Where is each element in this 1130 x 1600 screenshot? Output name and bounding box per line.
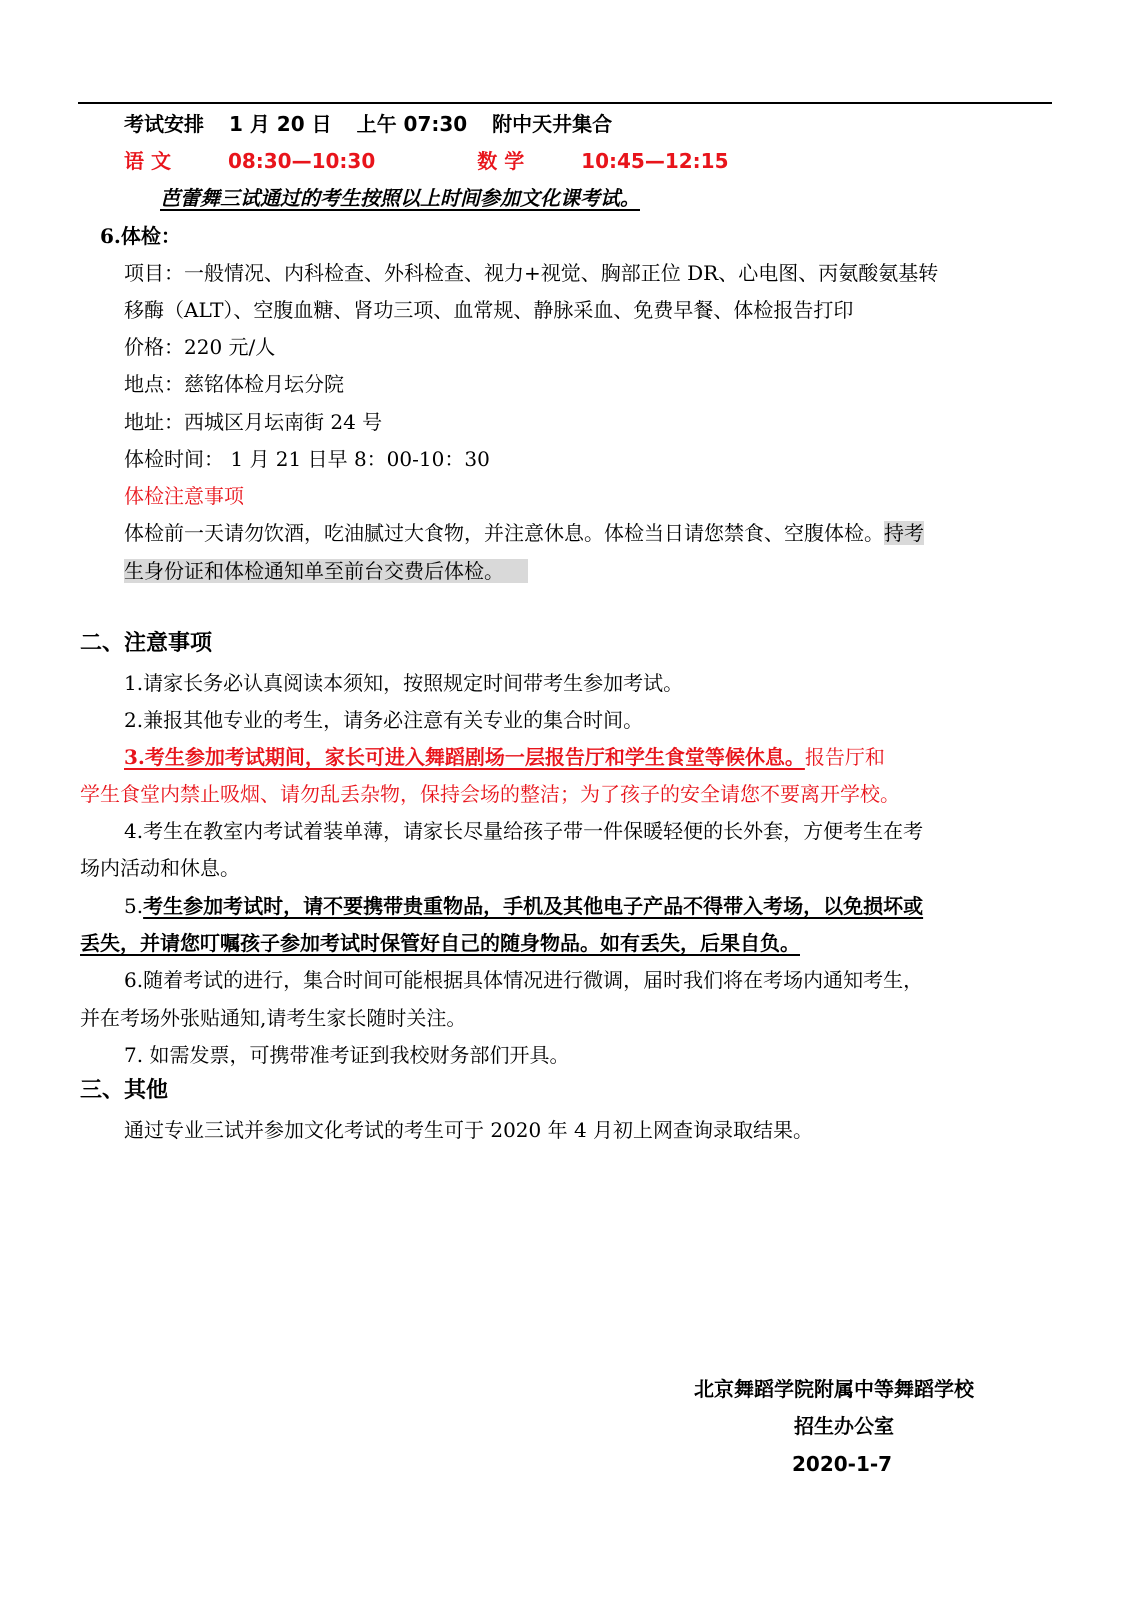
exam-schedule-line — [124, 149, 729, 173]
section-2-heading: 二、注意事项 — [80, 630, 213, 656]
notice-item-4-line2: 场内活动和休息。 — [80, 856, 240, 880]
notice-item-3-line2: 学生食堂内禁止吸烟、请勿乱丢杂物，保持会场的整洁；为了孩子的安全请您不要离开学校。 — [80, 782, 900, 806]
physical-title: 6.体检： — [100, 224, 181, 248]
notice-item-5-number: 5. — [124, 894, 144, 918]
notice-item-6-line1: 6.随着考试的进行，集合时间可能根据具体情况进行微调，届时我们将在考场内通知考生， — [124, 968, 924, 992]
exam-time: 上午 07:30 — [356, 112, 468, 136]
physical-time: 体检时间： 1 月 21 日早 8：00-10：30 — [124, 447, 490, 471]
notice-item-3-emphasis: 3.考生参加考试期间，家长可进入舞蹈剧场一层报告厅和学生食堂等候休息。 — [124, 745, 805, 769]
notice-item-5-line1 — [124, 894, 923, 918]
notice-item-2: 2.兼报其他专业的考生，请务必注意有关专业的集合时间。 — [124, 708, 644, 732]
notice-item-6-line2: 并在考场外张贴通知,请考生家长随时关注。 — [80, 1006, 467, 1030]
exam-arrangement-line — [124, 112, 612, 136]
physical-items-line1: 项目：一般情况、内科检查、外科检查、视力+视觉、胸部正位 DR、心电图、丙氨酸氨基转 — [124, 261, 939, 285]
physical-notice-highlight: 持考 — [884, 521, 924, 545]
physical-price: 价格：220 元/人 — [124, 335, 276, 359]
physical-notice-line2 — [124, 559, 528, 583]
exam-label: 考试安排 — [124, 112, 204, 136]
physical-notice-line1 — [124, 521, 924, 545]
math-time: 10:45—12:15 — [581, 149, 729, 173]
signature-date: 2020-1-7 — [792, 1452, 893, 1476]
signature-office: 招生办公室 — [794, 1414, 894, 1438]
physical-notice-text: 体检前一天请勿饮酒，吃油腻过大食物，并注意休息。体检当日请您禁食、空腹体检。 — [124, 521, 884, 545]
signature-school: 北京舞蹈学院附属中等舞蹈学校 — [694, 1377, 974, 1401]
notice-item-3-rest: 报告厅和 — [804, 745, 885, 769]
physical-notice-title: 体检注意事项 — [124, 484, 244, 508]
chinese-time: 08:30—10:30 — [227, 149, 376, 173]
notice-item-7: 7. 如需发票，可携带准考证到我校财务部们开具。 — [124, 1043, 570, 1067]
exam-note: 芭蕾舞三试通过的考生按照以上时间参加文化课考试。 — [160, 186, 640, 210]
exam-place: 附中天井集合 — [492, 112, 613, 136]
header-rule — [78, 102, 1052, 104]
math-label: 数 学 — [477, 149, 525, 173]
notice-item-4-line1: 4.考生在教室内考试着装单薄，请家长尽量给孩子带一件保暖轻便的长外套，方便考生在考 — [124, 819, 924, 843]
notice-item-1: 1.请家长务必认真阅读本须知，按照规定时间带考生参加考试。 — [124, 671, 684, 695]
section-3-text: 通过专业三试并参加文化考试的考生可于 2020 年 4 月初上网查询录取结果。 — [124, 1118, 814, 1142]
physical-notice-highlight-2: 生身份证和体检通知单至前台交费后体检。 — [124, 559, 528, 583]
notice-item-5-line2: 丢失，并请您叮嘱孩子参加考试时保管好自己的随身物品。如有丢失，后果自负。 — [80, 931, 800, 955]
notice-item-5-emphasis: 考生参加考试时，请不要携带贵重物品，手机及其他电子产品不得带入考场，以免损坏或 — [143, 894, 924, 918]
exam-date: 1 月 20 日 — [228, 112, 332, 136]
chinese-label: 语 文 — [124, 149, 171, 173]
physical-items-line2: 移酶（ALT）、空腹血糖、肾功三项、血常规、静脉采血、免费早餐、体检报告打印 — [124, 298, 854, 322]
notice-item-3 — [124, 745, 885, 769]
physical-location: 地点：慈铭体检月坛分院 — [124, 372, 344, 396]
physical-address: 地址：西城区月坛南街 24 号 — [124, 410, 383, 434]
section-3-heading: 三、其他 — [80, 1077, 169, 1103]
